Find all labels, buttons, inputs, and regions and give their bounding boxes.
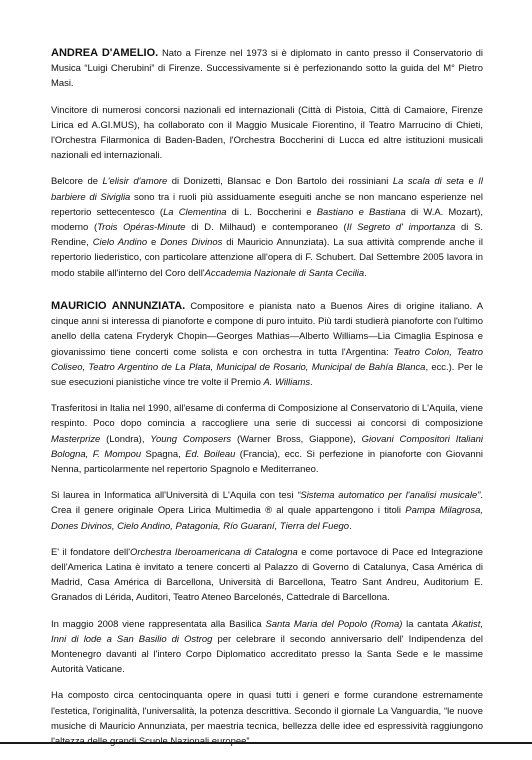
text-run: E' il fondatore dell' — [51, 546, 131, 558]
text-run: . — [310, 377, 313, 389]
text-run: di L. Boccherini e — [226, 206, 317, 218]
italic-text-run: A. Williams — [263, 377, 311, 389]
text-run: sono tra i ruoli più assiduamente eseguiti anche se non mancano esperienze nel repertorio settecentesco ( — [51, 191, 483, 218]
text-run: (Francia), ecc. Si perfezione in pianoforte con Giovanni Nenna, particolarmente nel repertorio Spagnolo e Mediterraneo. — [51, 448, 484, 476]
italic-text-run: Cielo Andino — [92, 237, 148, 249]
bio-name: ANDREA D'AMELIO. — [51, 47, 159, 59]
italic-text-run: La scala di seta — [392, 176, 465, 188]
bio-paragraph — [51, 617, 483, 678]
text-run: Trasferitosi in Italia nel 1990, all'esame di conferma di Composizione al Conservatorio di L'Aquila, viene respinto. Poco dopo comincia a raccogliere una serie di successi ai concorsi di composizione — [51, 403, 483, 430]
italic-text-run: Giovani Compositori Italiani Bologna, F. Mompou — [51, 433, 483, 460]
text-run: di Mauricio Annunziata). La sua attività comprende anche il repertorio liederistico, con particolare attenzione all'opera di F. Schubert. Dal Settembre 2005 lavora in modo stabile all'interno del Coro dell' — [51, 237, 483, 279]
text-run: Compositore e pianista nato a Buenos Aires di origine italiano. A cinque anni si interessa di pianoforte e compone di puro intuito. Più tardi studierà pianoforte con l'ultimo anello della catena Fryderyk Chopin—Georges Mathias—Alberto Williams—Lia Cimaglia Espinosa e giovanissimo tiene concerti come solista e con orchestra in tutta l'Argentina: — [51, 301, 483, 358]
italic-text-run: Akatist, Inni di lode a San Basilio di Ostrog — [51, 618, 483, 645]
bottom-rule — [0, 742, 532, 744]
bio-paragraph — [51, 688, 483, 749]
text-run: e — [464, 176, 479, 188]
bio-paragraph — [51, 103, 483, 164]
bio-mauricio-annunziata — [51, 299, 483, 760]
text-run: di W.A. Mozart), moderno ( — [51, 206, 484, 234]
italic-text-run: La Clementina — [163, 206, 227, 218]
italic-text-run: Ed. Boileau — [185, 448, 236, 460]
italic-text-run: Accademia Nazionale di Santa Cecilia — [204, 267, 365, 279]
text-run: di S. Rendine, — [51, 222, 484, 249]
text-run: . — [364, 267, 367, 279]
italic-text-run: Pampa Milagrosa, Dones Divinos, Cielo Andino, Patagonia, Río Guaraní, Tierra del Fuego — [51, 505, 483, 532]
italic-text-run: Teatro Colon, Teatro Coliseo, Teatro Argentino de La Plata, Municipal de Rosario, Municipal de Bahía Blanca — [51, 346, 483, 373]
bio-name: MAURICIO ANNUNZIATA. — [51, 300, 186, 312]
italic-text-run: Masterprize — [51, 433, 101, 445]
text-run: , ecc.). Per le sue esecuzioni pianistiche vince tre volte il Premio — [51, 361, 484, 389]
text-run: . Crea il genere originale Opera Lirica Multimedia ® al quale appartengono i titoli — [51, 490, 483, 517]
text-run: In maggio 2008 viene rappresentata alla Basilica — [51, 618, 266, 630]
text-run: e — [147, 237, 161, 249]
text-run: Vincitore di numerosi concorsi nazionali ed internazionali (Città di Pistoia, Città di Camaiore, Firenze Lirica ed A.GI.MUS), ha collaborato con il Maggio Musicale Fiorentino, il Teatro Marrucino di Chieti, l'Orchestra Filarmonica di Baden-Baden, l'Orchestra Boccherini di Lucca ed altre istituzioni musicali nazionali ed internazionali. — [51, 104, 483, 162]
italic-text-run: Il barbiere di Siviglia — [51, 176, 483, 203]
text-run: per celebrare il secondo anniversario dell' Indipendenza del Montenegro davanti al l'intero Corpo Diplomatico accreditato presso la Santa Sede e le massime Autorità Vaticane. — [51, 633, 483, 676]
bio-paragraph — [51, 545, 483, 606]
bio-paragraph — [51, 46, 483, 92]
text-run: e come portavoce di Pace ed Integrazione dell'America Latina è invitato a tenere concerti al Palazzo di Governo di Catalunya, Casa América di Madrid, Casa América di Barcellona, Università di Barcellona, Teatro Sant Andreu, Auditorium E. Granados di Lérida, Auditori, Teatro Ateneo Barcelonés, Cattedrale di Barcellona. — [51, 546, 483, 604]
text-run: Belcore de — [51, 176, 103, 188]
text-run: Si laurea in Informatica all'Università di L'Aquila con tesi — [51, 490, 298, 502]
text-run: di Donizetti, Blansac e Don Bartolo dei rossiniani — [167, 176, 393, 188]
bio-paragraph — [51, 174, 483, 280]
italic-text-run: Trois Opéras-Minute — [97, 222, 186, 234]
text-run: Ha composto circa centocinquanta opere in quasi tutti i generi e forme curandone estremamente l'estetica, l'originalità, l'universalità, la potenza descrittiva. Secondo il giornale La Vanguardia, “le nuove musiche di Mauricio Annunziata, per maestria tecnica, bellezza delle idee ed espressività raggiungono — [51, 690, 483, 732]
text-run: di D. Milhaud) e contemporaneo ( — [185, 222, 347, 234]
italic-text-run: L'elisir d'amore — [102, 176, 168, 188]
italic-text-run: “Sistema automatico per l'analisi musicale” — [297, 490, 481, 502]
text-run: Nato a Firenze nel 1973 si è diplomato in canto presso il Conservatorio di Musica “Luigi Cherubini” di Firenze. Successivamente si è perfezionando sotto la guida del M° Pietro Masi. — [51, 48, 483, 90]
italic-text-run: Santa Maria del Popolo (Roma) — [265, 618, 403, 630]
text-run: (Warner Bross, Giappone), — [231, 433, 362, 445]
italic-text-run: Dones Divinos — [160, 237, 223, 249]
bio-paragraph — [51, 401, 483, 477]
text-run: la cantata — [402, 618, 453, 630]
bio-paragraph — [51, 299, 483, 390]
italic-text-run: Bastiano e Bastiana — [316, 206, 406, 218]
text-run: Spagna, — [141, 448, 186, 460]
italic-text-run: Il Segreto d' importanza — [346, 222, 456, 234]
italic-text-run: Orchestra Iberoamericana di Catalogna — [130, 546, 298, 558]
bio-paragraph — [51, 488, 483, 534]
bio-andrea-damelio — [51, 46, 483, 292]
text-run: (Londra), — [100, 433, 151, 445]
italic-text-run: Young Composers — [150, 433, 232, 445]
text-run: . — [349, 520, 352, 532]
